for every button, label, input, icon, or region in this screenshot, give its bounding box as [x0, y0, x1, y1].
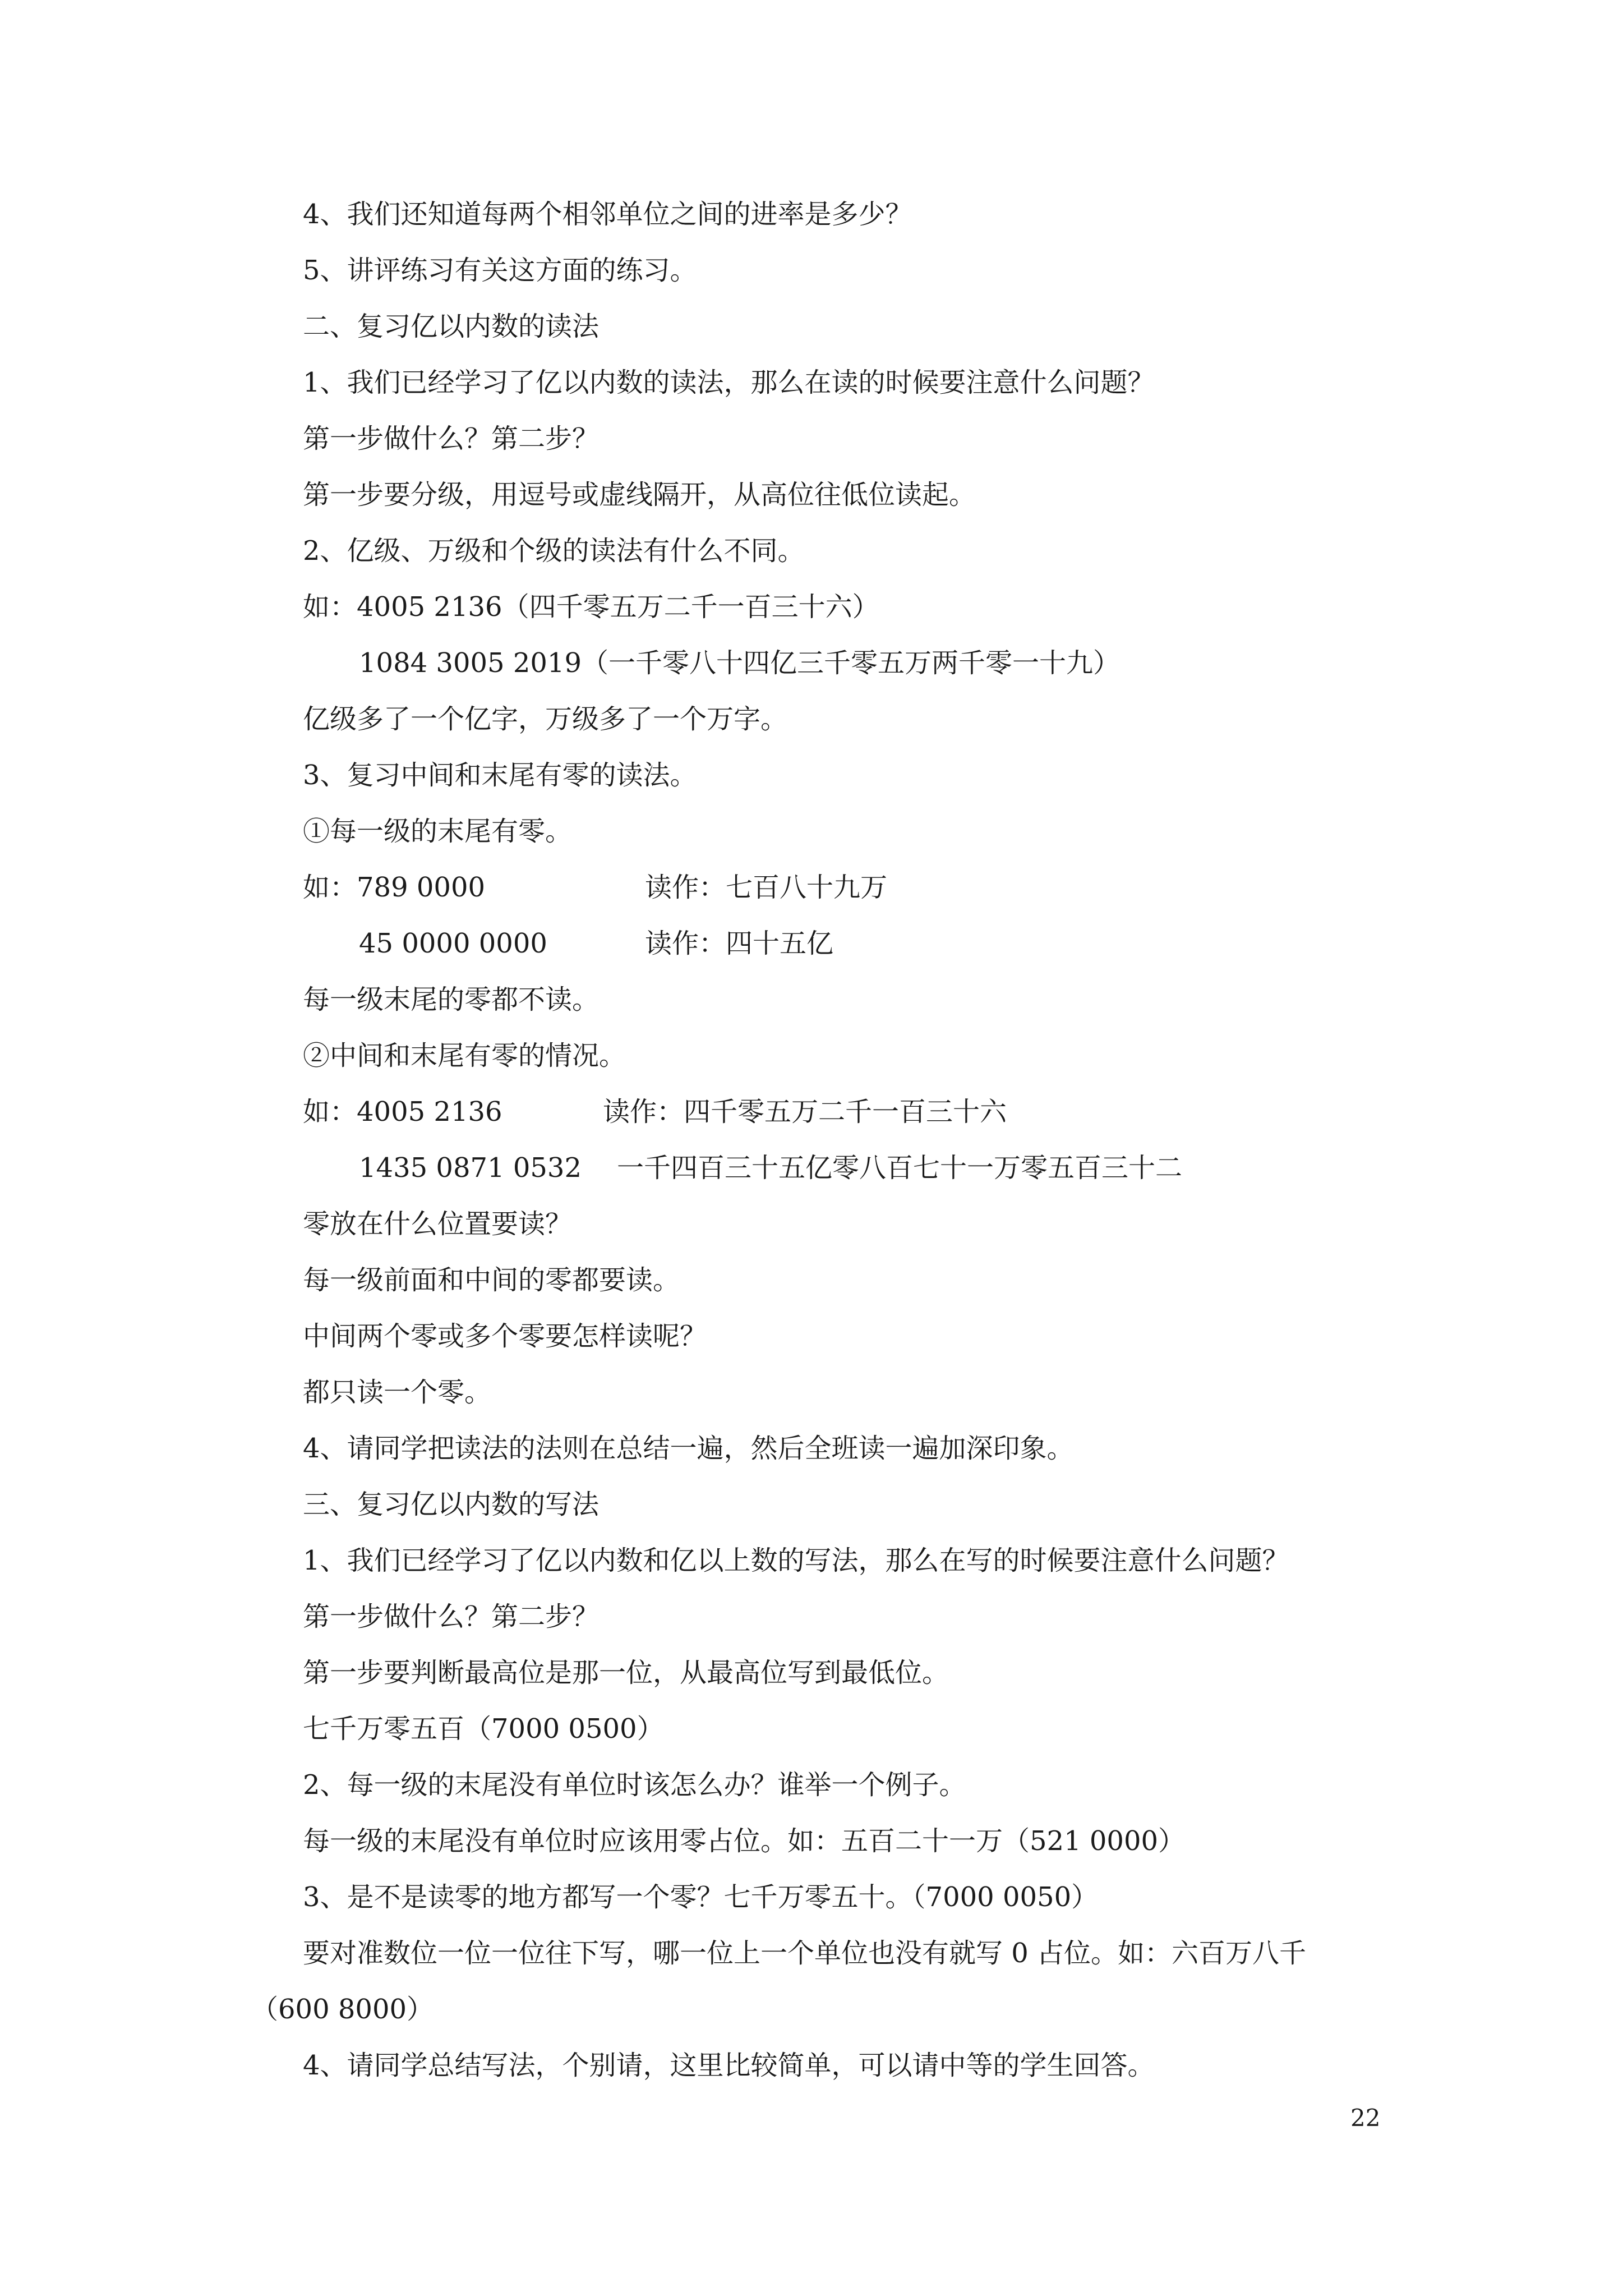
text-line: 3、复习中间和末尾有零的读法。 [303, 760, 697, 791]
text-line: 零放在什么位置要读？ [303, 1208, 573, 1240]
text-line: 4、请同学把读法的法则在总结一遍，然后全班读一遍加深印象。 [303, 1433, 1074, 1464]
text-line: 第一步要分级，用逗号或虚线隔开，从高位往低位读起。 [303, 479, 976, 510]
example-number: 如：789 0000 [303, 872, 486, 903]
text-line: 中间两个零或多个零要怎样读呢？ [303, 1320, 707, 1352]
text-line: ①每一级的末尾有零。 [303, 816, 573, 847]
example-reading: 读作：七百八十九万 [645, 872, 888, 903]
example-reading: 一千四百三十五亿零八百七十一万零五百三十二 [617, 1152, 1183, 1184]
text-line: 亿级多了一个亿字，万级多了一个万字。 [303, 703, 788, 735]
text-line: 七千万零五百（7000 0500） [303, 1713, 664, 1745]
example-number: 如：4005 2136 [303, 1096, 502, 1128]
text-line: 每一级末尾的零都不读。 [303, 984, 600, 1015]
text-line: 每一级的末尾没有单位时应该用零占位。如：五百二十一万（521 0000） [303, 1825, 1186, 1857]
text-line: 第一步要判断最高位是那一位，从最高位写到最低位。 [303, 1657, 949, 1688]
text-line: 第一步做什么？第二步？ [303, 423, 600, 454]
text-line: 1、我们已经学习了亿以内数和亿以上数的写法，那么在写的时候要注意什么问题？ [303, 1545, 1289, 1576]
text-line: 第一步做什么？第二步？ [303, 1601, 600, 1632]
text-line: 4、我们还知道每两个相邻单位之间的进率是多少？ [303, 199, 912, 230]
text-line: 5、讲评练习有关这方面的练习。 [303, 255, 697, 286]
section-heading: 二、复习亿以内数的读法 [303, 311, 600, 342]
text-line: ②中间和末尾有零的情况。 [303, 1040, 626, 1071]
example-number: 1435 0871 0532 [359, 1152, 582, 1184]
text-line: 每一级前面和中间的零都要读。 [303, 1264, 680, 1296]
text-line: 3、是不是读零的地方都写一个零？七千万零五十。（7000 0050） [303, 1881, 1099, 1913]
section-heading: 三、复习亿以内数的写法 [303, 1489, 600, 1520]
text-line: 1084 3005 2019（一千零八十四亿三千零五万两千零一十九） [359, 647, 1120, 679]
example-reading: 读作：四十五亿 [645, 928, 834, 959]
text-line: （600 8000） [251, 1994, 434, 2025]
example-reading: 读作：四千零五万二千一百三十六 [603, 1096, 1007, 1128]
text-line: 如：4005 2136（四千零五万二千一百三十六） [303, 591, 879, 623]
text-line: 1、我们已经学习了亿以内数的读法，那么在读的时候要注意什么问题？ [303, 367, 1155, 398]
page-number: 22 [1350, 2104, 1381, 2132]
text-line: 2、每一级的末尾没有单位时该怎么办？谁举一个例子。 [303, 1769, 966, 1801]
text-line: 2、亿级、万级和个级的读法有什么不同。 [303, 535, 805, 567]
example-number: 45 0000 0000 [359, 928, 547, 959]
text-line: 要对准数位一位一位往下写，哪一位上一个单位也没有就写 0 占位。如：六百万八千 [303, 1938, 1307, 1969]
text-line: 4、请同学总结写法，个别请，这里比较简单，可以请中等的学生回答。 [303, 2050, 1155, 2081]
text-line: 都只读一个零。 [303, 1377, 492, 1408]
